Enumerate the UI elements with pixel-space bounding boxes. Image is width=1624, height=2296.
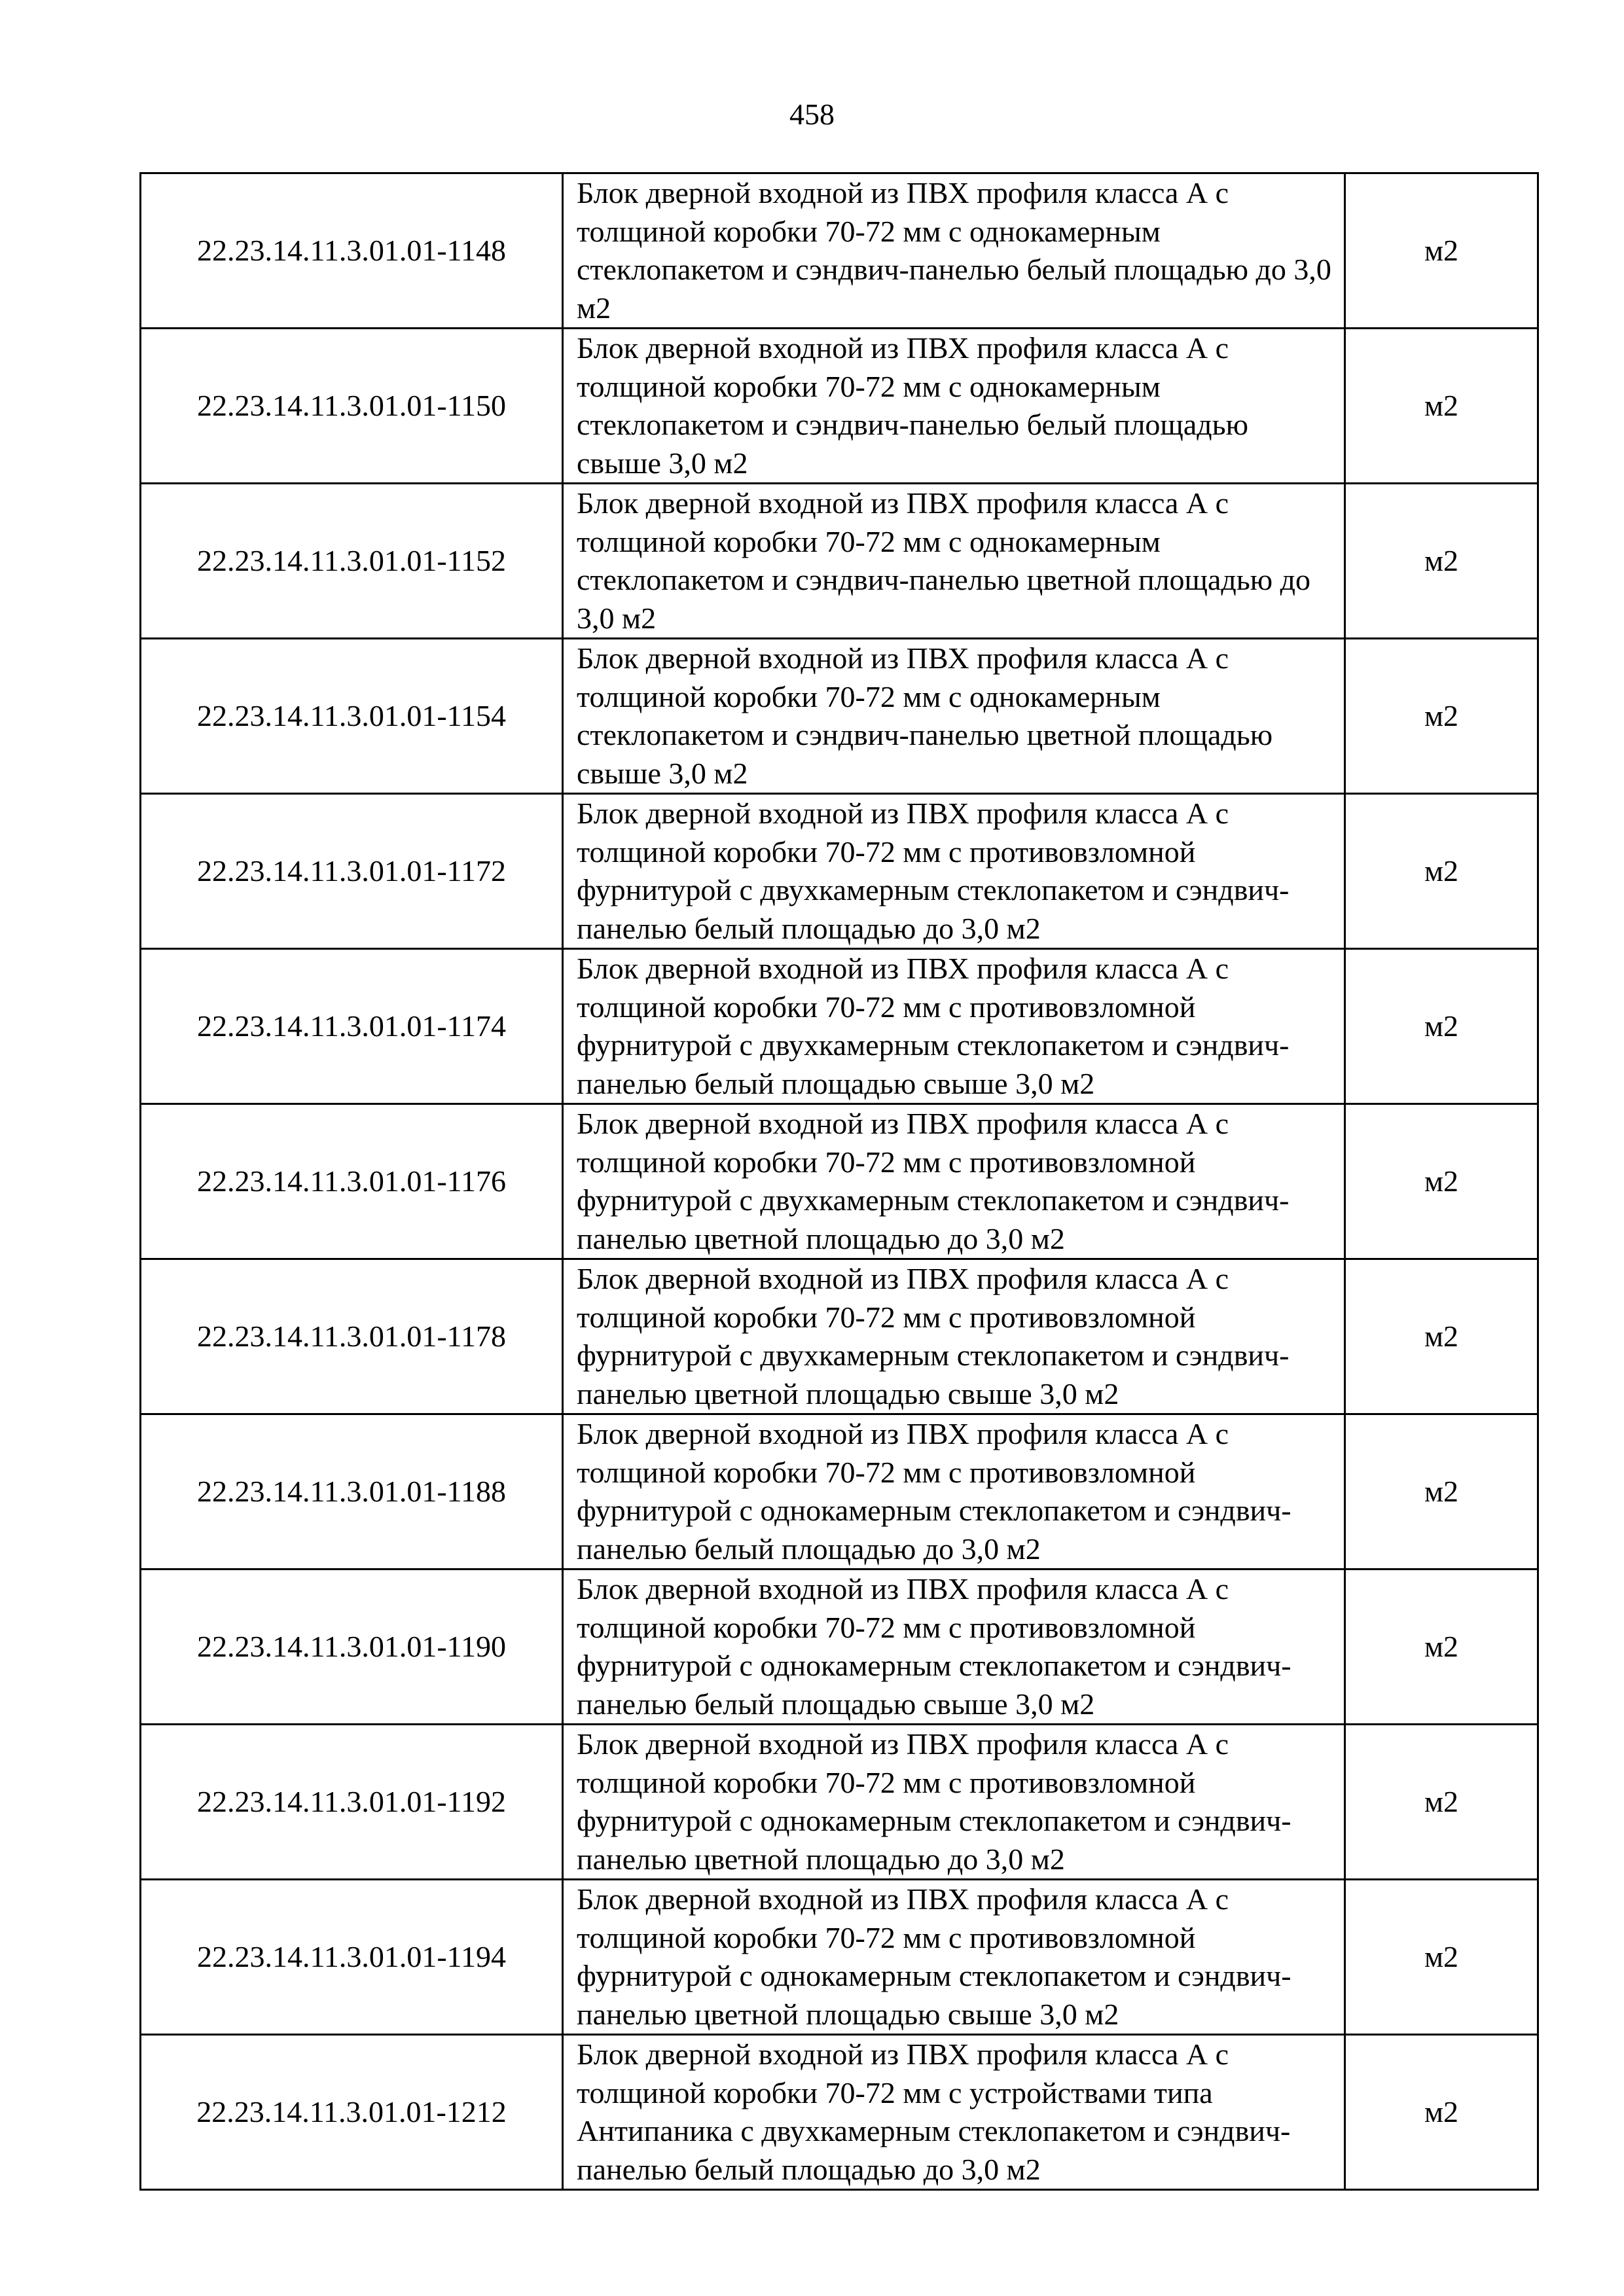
resource-code: 22.23.14.11.3.01.01-1178 — [141, 1259, 563, 1414]
table-row — [141, 794, 1538, 949]
resource-code: 22.23.14.11.3.01.01-1190 — [141, 1570, 563, 1725]
resource-code: 22.23.14.11.3.01.01-1150 — [141, 329, 563, 484]
table-row — [141, 1414, 1538, 1570]
table-row — [141, 173, 1538, 329]
table-row — [141, 639, 1538, 794]
table-row — [141, 484, 1538, 639]
resource-description — [563, 794, 1345, 949]
resource-unit: м2 — [1345, 1570, 1538, 1725]
resource-code: 22.23.14.11.3.01.01-1152 — [141, 484, 563, 639]
resource-unit: м2 — [1345, 639, 1538, 794]
resource-description — [563, 1104, 1345, 1259]
table-row — [141, 1725, 1538, 1880]
resource-description — [563, 1259, 1345, 1414]
resource-description — [563, 639, 1345, 794]
resource-unit: м2 — [1345, 1104, 1538, 1259]
resource-code: 22.23.14.11.3.01.01-1212 — [141, 2035, 563, 2190]
resource-code: 22.23.14.11.3.01.01-1172 — [141, 794, 563, 949]
resource-unit: м2 — [1345, 329, 1538, 484]
resource-code: 22.23.14.11.3.01.01-1174 — [141, 949, 563, 1104]
resource-unit: м2 — [1345, 173, 1538, 329]
resource-description-text: Блок дверной входной из ПВХ профиля класса А с толщиной коробки 70-72 мм с однокамерным стеклопакетом и сэндвич-панелью цветной площадью свыше 3,0 м2 — [577, 641, 1273, 790]
resource-description-text: Блок дверной входной из ПВХ профиля класса А с толщиной коробки 70-72 мм с противовзломной фурнитурой с однокамерным стеклопакетом и сэндвич-панелью цветной площадью до 3,0 м2 — [577, 1727, 1291, 1876]
resource-code: 22.23.14.11.3.01.01-1194 — [141, 1880, 563, 2035]
resource-unit: м2 — [1345, 794, 1538, 949]
resource-description — [563, 173, 1345, 329]
resource-unit: м2 — [1345, 2035, 1538, 2190]
resource-description — [563, 1570, 1345, 1725]
resource-description — [563, 949, 1345, 1104]
resource-description — [563, 2035, 1345, 2190]
resource-description-text: Блок дверной входной из ПВХ профиля класса А с толщиной коробки 70-72 мм с противовзломной фурнитурой с однокамерным стеклопакетом и сэндвич-панелью цветной площадью свыше 3,0 м2 — [577, 1882, 1291, 2031]
resource-unit: м2 — [1345, 1725, 1538, 1880]
table-row — [141, 1104, 1538, 1259]
resource-description-text: Блок дверной входной из ПВХ профиля класса А с толщиной коробки 70-72 мм с противовзломной фурнитурой с двухкамерным стеклопакетом и сэндвич-панелью цветной площадью до 3,0 м2 — [577, 1107, 1290, 1255]
resource-unit: м2 — [1345, 949, 1538, 1104]
resource-unit: м2 — [1345, 1414, 1538, 1570]
table-row — [141, 1880, 1538, 2035]
resource-description — [563, 1414, 1345, 1570]
resource-description-text: Блок дверной входной из ПВХ профиля класса А с толщиной коробки 70-72 мм с однокамерным стеклопакетом и сэндвич-панелью цветной площадью до 3,0 м2 — [577, 486, 1311, 635]
resource-description-text: Блок дверной входной из ПВХ профиля класса А с толщиной коробки 70-72 мм с противовзломной фурнитурой с однокамерным стеклопакетом и сэндвич-панелью белый площадью до 3,0 м2 — [577, 1417, 1291, 1566]
resource-description-text: Блок дверной входной из ПВХ профиля класса А с толщиной коробки 70-72 мм с однокамерным стеклопакетом и сэндвич-панелью белый площадью свыше 3,0 м2 — [577, 331, 1248, 480]
resource-description-text: Блок дверной входной из ПВХ профиля класса А с толщиной коробки 70-72 мм с устройствами типа Антипаника с двухкамерным стеклопакетом и сэндвич-панелью белый площадью до 3,0 м2 — [577, 2037, 1291, 2186]
resource-unit: м2 — [1345, 484, 1538, 639]
resource-description-text: Блок дверной входной из ПВХ профиля класса А с толщиной коробки 70-72 мм с противовзломной фурнитурой с двухкамерным стеклопакетом и сэндвич-панелью белый площадью до 3,0 м2 — [577, 797, 1290, 945]
resource-code: 22.23.14.11.3.01.01-1148 — [141, 173, 563, 329]
resource-code: 22.23.14.11.3.01.01-1154 — [141, 639, 563, 794]
table-body — [141, 173, 1538, 2190]
resource-code: 22.23.14.11.3.01.01-1192 — [141, 1725, 563, 1880]
resource-description — [563, 484, 1345, 639]
table-row — [141, 2035, 1538, 2190]
table-row — [141, 329, 1538, 484]
resource-unit: м2 — [1345, 1880, 1538, 2035]
table-row — [141, 1259, 1538, 1414]
resource-description-text: Блок дверной входной из ПВХ профиля класса А с толщиной коробки 70-72 мм с однокамерным стеклопакетом и сэндвич-панелью белый площадью до 3,0 м2 — [577, 176, 1331, 325]
resource-code: 22.23.14.11.3.01.01-1188 — [141, 1414, 563, 1570]
resource-description — [563, 1880, 1345, 2035]
resource-description-text: Блок дверной входной из ПВХ профиля класса А с толщиной коробки 70-72 мм с противовзломной фурнитурой с однокамерным стеклопакетом и сэндвич-панелью белый площадью свыше 3,0 м2 — [577, 1572, 1291, 1721]
resource-unit: м2 — [1345, 1259, 1538, 1414]
table-row — [141, 949, 1538, 1104]
resource-table — [139, 172, 1539, 2191]
resource-description-text: Блок дверной входной из ПВХ профиля класса А с толщиной коробки 70-72 мм с противовзломной фурнитурой с двухкамерным стеклопакетом и сэндвич-панелью белый площадью свыше 3,0 м2 — [577, 952, 1290, 1100]
resource-description-text: Блок дверной входной из ПВХ профиля класса А с толщиной коробки 70-72 мм с противовзломной фурнитурой с двухкамерным стеклопакетом и сэндвич-панелью цветной площадью свыше 3,0 м2 — [577, 1262, 1290, 1410]
page-number: 458 — [789, 98, 835, 131]
resource-description — [563, 1725, 1345, 1880]
resource-description — [563, 329, 1345, 484]
resource-code: 22.23.14.11.3.01.01-1176 — [141, 1104, 563, 1259]
table-row — [141, 1570, 1538, 1725]
